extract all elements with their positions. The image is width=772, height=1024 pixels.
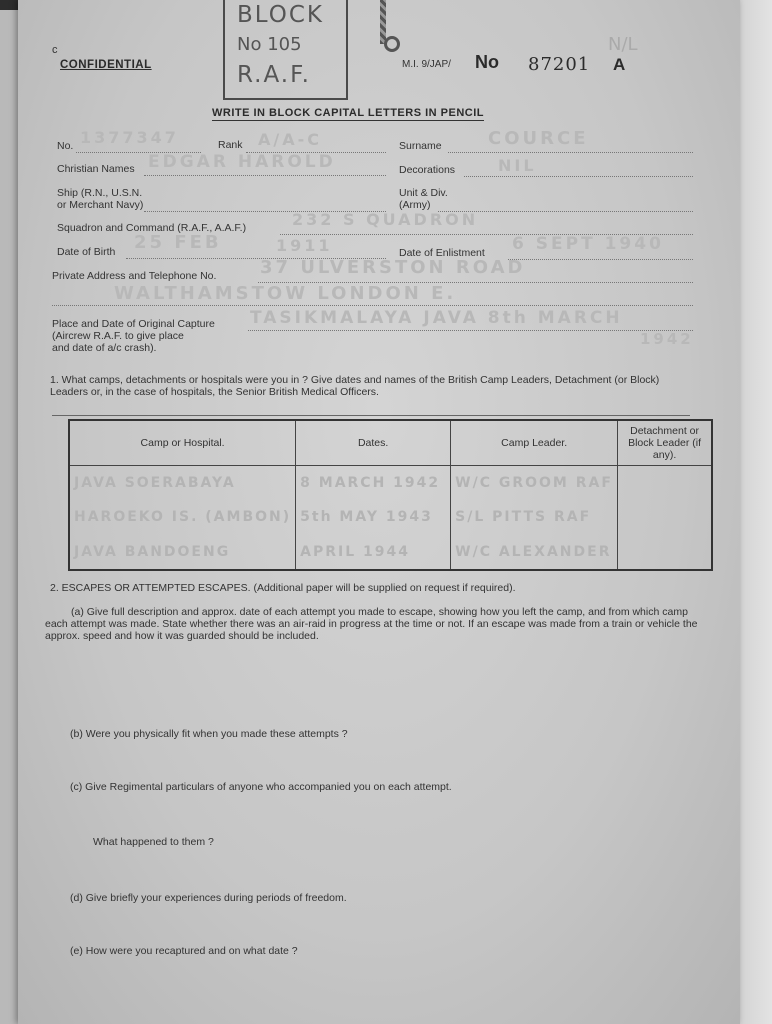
table-cell: S/L PITTS RAF	[451, 500, 618, 534]
unit-label-2: (Army)	[399, 199, 431, 211]
ship-label-1: Ship (R.N., U.S.N.	[57, 187, 143, 199]
document-page	[18, 0, 740, 1024]
service-no-label: No.	[57, 140, 74, 152]
surname-label: Surname	[399, 140, 442, 152]
decorations-value: NIL	[498, 156, 537, 175]
dob-value: 25 FEB	[134, 232, 222, 253]
tag-string	[380, 0, 386, 44]
enlistment-value: 6 SEPT 1940	[512, 234, 664, 254]
table-header-row	[69, 420, 712, 466]
capture-value: TASIKMALAYA JAVA 8th MARCH	[250, 308, 623, 328]
unit-label-1: Unit & Div.	[399, 187, 448, 199]
service-no-value: 1377347	[80, 128, 179, 147]
enlistment-label: Date of Enlistment	[399, 247, 485, 259]
christian-names-label: Christian Names	[57, 163, 135, 175]
dob-year: 1911	[276, 236, 333, 255]
christian-names-value: EDGAR HAROLD	[148, 152, 336, 172]
table-cell	[618, 466, 712, 501]
address-line-2: WALTHAMSTOW LONDON E.	[114, 283, 457, 304]
surname-value: COURCE	[488, 128, 589, 149]
table-row	[69, 535, 712, 570]
section-2b-question: (b) Were you physically fit when you made these attempts ?	[70, 728, 348, 740]
table-cell	[618, 535, 712, 570]
column-header: Detachment or Block Leader (if any).	[618, 420, 712, 466]
ship-label-2: or Merchant Navy)	[57, 199, 144, 211]
table-cell: HAROEKO IS. (AMBON)	[69, 500, 296, 534]
table-row	[69, 500, 712, 534]
table-cell: JAVA BANDOENG	[69, 535, 296, 570]
section-2a-question: (a) Give full description and approx. date of each attempt you made to escape, showing how you left the camp, and from which camp each attempt was made. State whether there was an air-raid in progress at the time or not. If an escape was made from a train or vehicle the approx. speed and how it was guarded should be included.	[45, 606, 698, 642]
column-header: Camp Leader.	[451, 420, 618, 466]
table-cell: 5th MAY 1943	[296, 500, 451, 534]
form-reference: M.I. 9/JAP/	[402, 59, 451, 70]
address-label: Private Address and Telephone No.	[52, 270, 217, 282]
table-cell: APRIL 1944	[296, 535, 451, 570]
capture-label-3: and date of a/c crash).	[52, 342, 157, 354]
eyelet-icon	[384, 36, 400, 52]
column-header: Dates.	[296, 420, 451, 466]
table-cell	[618, 500, 712, 534]
column-header: Camp or Hospital.	[69, 420, 296, 466]
corner-note: N/L	[608, 34, 638, 55]
dob-label: Date of Birth	[57, 246, 116, 258]
squadron-label: Squadron and Command (R.A.F., A.A.F.)	[57, 222, 247, 234]
stamp-line-3: R.A.F.	[237, 62, 311, 88]
table-cell: W/C GROOM RAF	[451, 466, 618, 501]
instruction-heading: WRITE IN BLOCK CAPITAL LETTERS IN PENCIL	[212, 107, 484, 119]
section-2-heading: 2. ESCAPES OR ATTEMPTED ESCAPES. (Additional paper will be supplied on request if required).	[50, 582, 516, 594]
table-cell: W/C ALEXANDER	[451, 535, 618, 570]
corner-mark: c	[52, 44, 58, 56]
address-line-1: 37 ULVERSTON ROAD	[260, 257, 526, 278]
rank-label: Rank	[218, 139, 243, 151]
capture-label-1: Place and Date of Original Capture	[52, 318, 215, 330]
form-suffix: A	[613, 55, 626, 74]
capture-year: 1942	[640, 330, 694, 348]
number-prefix: No	[475, 52, 499, 72]
confidential-label: CONFIDENTIAL	[60, 59, 152, 71]
section-2c-question: (c) Give Regimental particulars of anyone who accompanied you on each attempt.	[70, 781, 452, 793]
camps-table	[68, 419, 713, 571]
decorations-label: Decorations	[399, 164, 456, 176]
form-number: 87201	[528, 54, 591, 75]
stamp-line-1: BLOCK	[237, 2, 325, 28]
squadron-value: 232 S QUADRON	[292, 210, 479, 229]
section-2d-question: (d) Give briefly your experiences during periods of freedom.	[70, 892, 347, 904]
rank-value: A/A-C	[258, 130, 322, 149]
table-row	[69, 466, 712, 501]
block-stamp	[223, 0, 348, 100]
table-cell: JAVA SOERABAYA	[69, 466, 296, 501]
section-1-question: 1. What camps, detachments or hospitals were you in ? Give dates and names of the British Camp Leaders, Detachment (or Block) Leaders or, in the case of hospitals, the Senior British Medical Officers.	[50, 374, 660, 398]
capture-label-2: (Aircrew R.A.F. to give place	[52, 330, 184, 342]
section-2e-question: (e) How were you recaptured and on what date ?	[70, 945, 298, 957]
section-2c-followup: What happened to them ?	[93, 836, 214, 848]
stamp-line-2: No 105	[237, 34, 302, 55]
table-cell: 8 MARCH 1942	[296, 466, 451, 501]
